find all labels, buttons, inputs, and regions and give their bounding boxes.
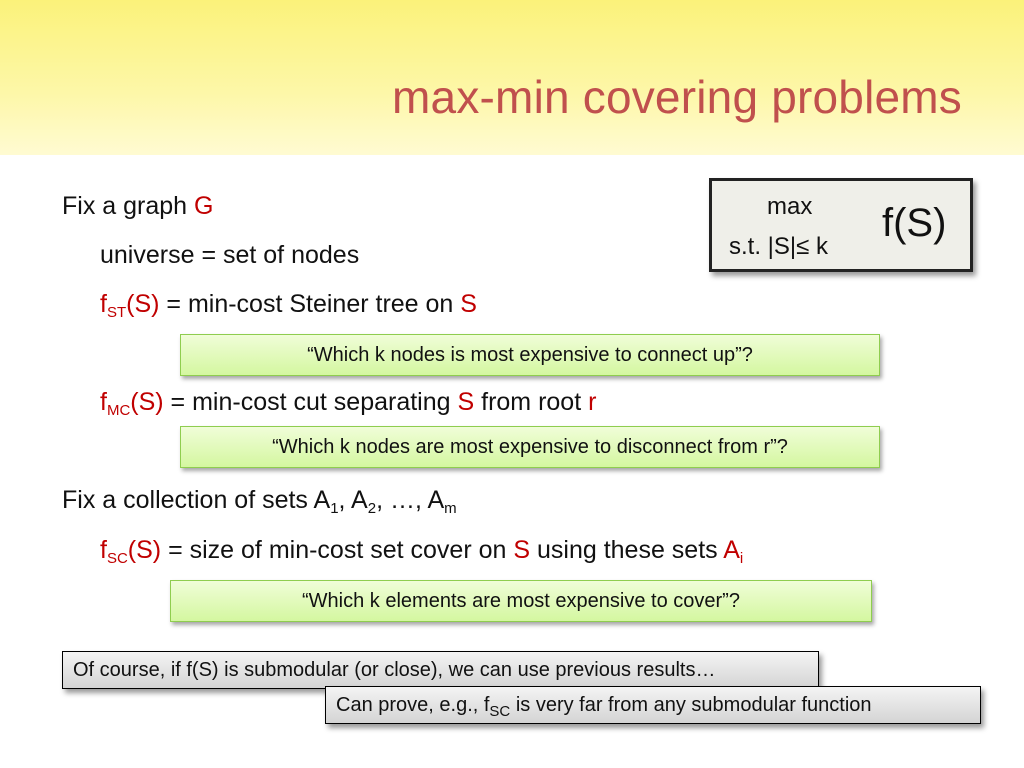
slide-title: max-min covering problems bbox=[392, 71, 962, 123]
line-f-st: $f_{ST}(S) = \min-\cos t$ Steiner tree on S bbox=[100, 290, 477, 321]
var-g: G bbox=[194, 192, 214, 220]
title-banner bbox=[0, 0, 1024, 155]
callout-connect: “Which k nodes is most expensive to connect up”? bbox=[180, 334, 880, 376]
line-f-mc: $f_{MC}(S) = \min-\cos t$ cut separating S from root r bbox=[100, 388, 597, 419]
note-prove: Can prove, e.g., $f_{SC}$ is very far from any submodular function bbox=[325, 686, 981, 724]
note-submodular: Of course, if f(S) is submodular (or close), we can use previous results… bbox=[62, 651, 819, 689]
objective-max: max bbox=[767, 193, 813, 220]
callout-disconnect: “Which k nodes are most expensive to disconnect from r”? bbox=[180, 426, 880, 468]
line-universe: universe = set of nodes bbox=[100, 241, 360, 269]
line-fix-graph: Fix a graph G bbox=[62, 192, 214, 220]
line-collection: Fix a collection of sets $A_1$, $A_2$, …, $A_m$ bbox=[62, 486, 457, 517]
objective-box bbox=[709, 178, 973, 272]
line-f-sc: $f_{SC}(S)$ = size of min-cost set cover on S using these sets $A_i$ bbox=[100, 536, 744, 567]
objective-constraint: s.t. |S|≤ k bbox=[729, 233, 828, 260]
objective-function: f(S) bbox=[882, 201, 947, 245]
callout-cover: “Which k elements are most expensive to cover”? bbox=[170, 580, 872, 622]
